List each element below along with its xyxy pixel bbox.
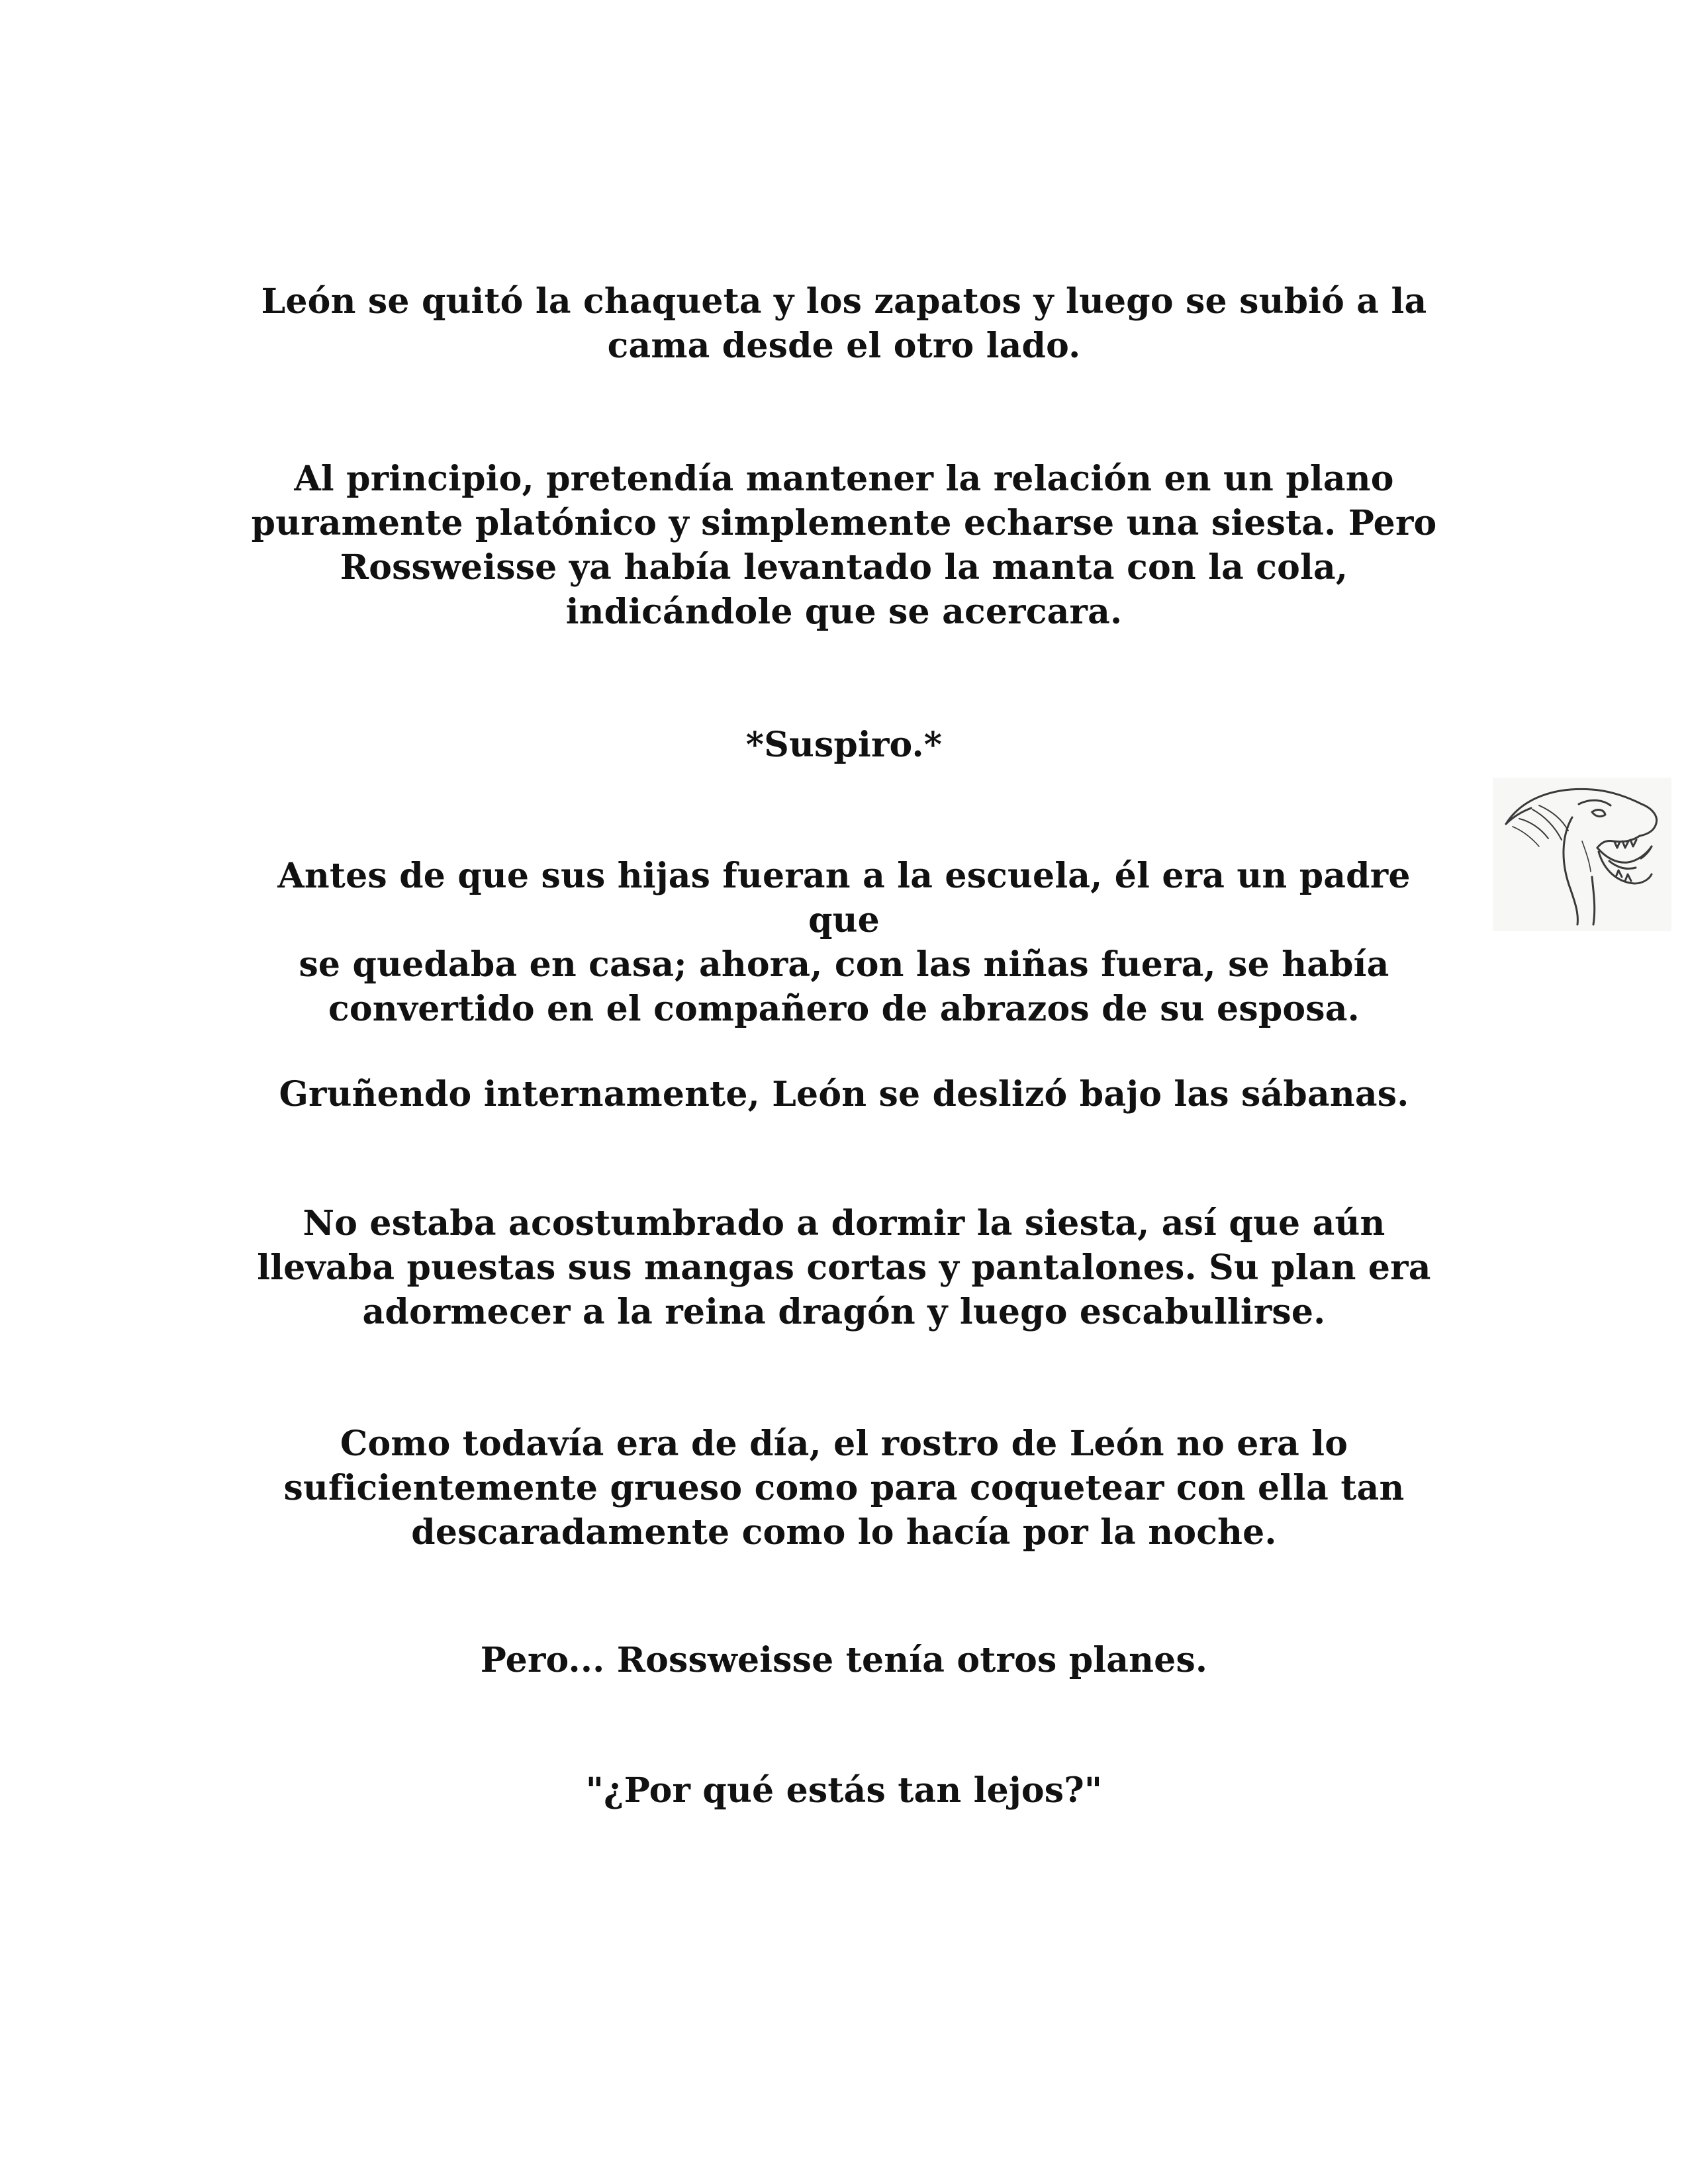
dinosaur-head-sketch-icon [1493, 778, 1671, 931]
paragraph-6: No estaba acostumbrado a dormir la siesta, así que aún llevaba puestas sus mangas cortas y pantalones. Su plan era adormecer a la reina dragón y luego escabullirse. [257, 1203, 1431, 1332]
paragraph-1: León se quitó la chaqueta y los zapatos y luego se subió a la cama desde el otro lado. [261, 281, 1427, 366]
paragraph-7: Como todavía era de día, el rostro de León no era lo suficientemente grueso como para coquetear con ella tan descaradamente como lo hacía por la noche. [283, 1424, 1405, 1553]
paragraph-2: Al principio, pretendía mantener la relación en un plano puramente platónico y simplemente echarse una siesta. Pero Rossweisse ya había levantado la manta con la cola, indicándole que se acercara. [251, 459, 1437, 632]
paragraph-9: "¿Por qué estás tan lejos?" [585, 1770, 1103, 1811]
paragraph-8: Pero... Rossweisse tenía otros planes. [480, 1640, 1208, 1680]
paragraph-5: Gruñendo internamente, León se deslizó bajo las sábanas. [279, 1074, 1409, 1115]
paragraph-3: *Suspiro.* [745, 725, 943, 765]
paragraph-4: Antes de que sus hijas fueran a la escuela, él era un padre que se quedaba en casa; ahora, con las niñas fuera, se había convertido en el compañero de abrazos de su esposa. [277, 856, 1411, 1029]
